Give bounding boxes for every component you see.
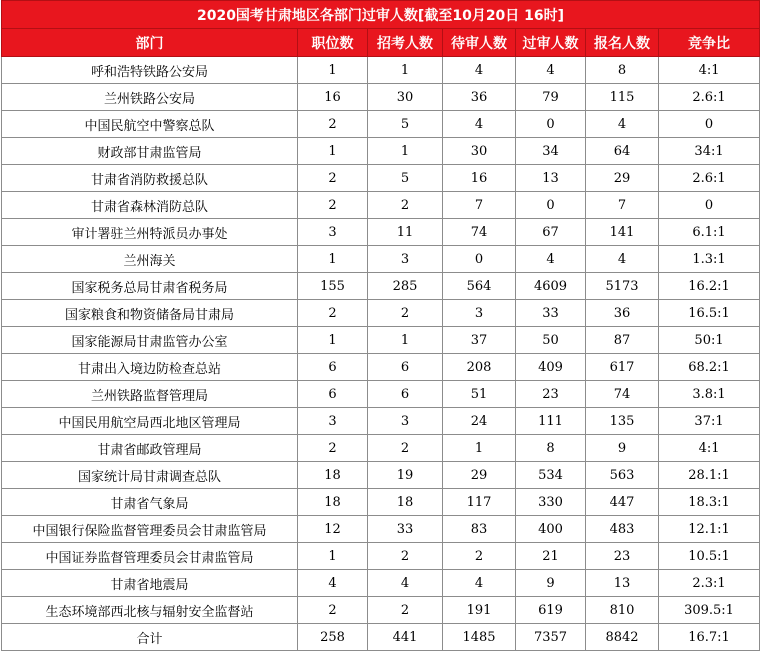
cell-pending: 30: [443, 138, 516, 165]
cell-department: 兰州海关: [2, 246, 298, 273]
cell-ratio: 0: [659, 192, 760, 219]
table-row: [2, 462, 760, 489]
cell-ratio: 12.1:1: [659, 516, 760, 543]
cell-pending: 37: [443, 327, 516, 354]
table-title: 2020国考甘肃地区各部门过审人数[截至10月20日 16时]: [2, 1, 760, 29]
cell-positions: 2: [298, 111, 368, 138]
cell-positions: 1: [298, 543, 368, 570]
cell-approved: 50: [516, 327, 586, 354]
cell-approved: 13: [516, 165, 586, 192]
cell-ratio: 28.1:1: [659, 462, 760, 489]
cell-pending: 4: [443, 570, 516, 597]
cell-department: 甘肃省邮政管理局: [2, 435, 298, 462]
cell-positions: 1: [298, 57, 368, 84]
cell-recruits: 33: [368, 516, 443, 543]
cell-positions: 258: [298, 624, 368, 651]
cell-department: 呼和浩特铁路公安局: [2, 57, 298, 84]
cell-recruits: 11: [368, 219, 443, 246]
cell-applicants: 4: [586, 246, 659, 273]
cell-department: 财政部甘肃监管局: [2, 138, 298, 165]
total-row: [2, 624, 760, 651]
cell-pending: 1485: [443, 624, 516, 651]
cell-positions: 1: [298, 138, 368, 165]
cell-applicants: 74: [586, 381, 659, 408]
cell-department: 审计署驻兰州特派员办事处: [2, 219, 298, 246]
cell-positions: 18: [298, 489, 368, 516]
cell-applicants: 8842: [586, 624, 659, 651]
table-row: [2, 327, 760, 354]
cell-pending: 29: [443, 462, 516, 489]
cell-applicants: 115: [586, 84, 659, 111]
column-header-department: 部门: [2, 29, 298, 57]
table-row: [2, 192, 760, 219]
cell-ratio: 10.5:1: [659, 543, 760, 570]
cell-ratio: 37:1: [659, 408, 760, 435]
cell-approved: 4: [516, 57, 586, 84]
cell-ratio: 2.6:1: [659, 165, 760, 192]
cell-approved: 34: [516, 138, 586, 165]
cell-department: 中国银行保险监督管理委员会甘肃监管局: [2, 516, 298, 543]
cell-pending: 208: [443, 354, 516, 381]
cell-positions: 4: [298, 570, 368, 597]
column-header-recruits: 招考人数: [368, 29, 443, 57]
cell-recruits: 2: [368, 435, 443, 462]
cell-applicants: 8: [586, 57, 659, 84]
cell-pending: 0: [443, 246, 516, 273]
cell-approved: 409: [516, 354, 586, 381]
cell-approved: 79: [516, 84, 586, 111]
cell-ratio: 3.8:1: [659, 381, 760, 408]
cell-positions: 18: [298, 462, 368, 489]
cell-ratio: 1.3:1: [659, 246, 760, 273]
cell-pending: 74: [443, 219, 516, 246]
cell-ratio: 2.6:1: [659, 84, 760, 111]
cell-department: 中国民用航空局西北地区管理局: [2, 408, 298, 435]
cell-ratio: 0: [659, 111, 760, 138]
cell-recruits: 3: [368, 246, 443, 273]
table-row: [2, 165, 760, 192]
cell-recruits: 441: [368, 624, 443, 651]
cell-ratio: 4:1: [659, 435, 760, 462]
applicants-table: [1, 0, 760, 651]
cell-recruits: 6: [368, 354, 443, 381]
cell-applicants: 483: [586, 516, 659, 543]
cell-recruits: 2: [368, 597, 443, 624]
table-row: [2, 381, 760, 408]
cell-pending: 191: [443, 597, 516, 624]
cell-positions: 3: [298, 219, 368, 246]
cell-applicants: 87: [586, 327, 659, 354]
cell-approved: 67: [516, 219, 586, 246]
cell-positions: 6: [298, 381, 368, 408]
cell-department: 国家粮食和物资储备局甘肃局: [2, 300, 298, 327]
table-row: [2, 111, 760, 138]
cell-department: 兰州铁路监督管理局: [2, 381, 298, 408]
cell-positions: 16: [298, 84, 368, 111]
title-row: [2, 1, 760, 29]
cell-recruits: 5: [368, 111, 443, 138]
cell-applicants: 23: [586, 543, 659, 570]
cell-pending: 4: [443, 111, 516, 138]
cell-ratio: 34:1: [659, 138, 760, 165]
cell-approved: 9: [516, 570, 586, 597]
cell-pending: 24: [443, 408, 516, 435]
cell-pending: 4: [443, 57, 516, 84]
cell-applicants: 563: [586, 462, 659, 489]
cell-department: 生态环境部西北核与辐射安全监督站: [2, 597, 298, 624]
cell-pending: 7: [443, 192, 516, 219]
cell-positions: 3: [298, 408, 368, 435]
cell-pending: 2: [443, 543, 516, 570]
cell-applicants: 810: [586, 597, 659, 624]
cell-approved: 4: [516, 246, 586, 273]
table-row: [2, 597, 760, 624]
cell-pending: 3: [443, 300, 516, 327]
cell-pending: 36: [443, 84, 516, 111]
table-body: [2, 57, 760, 651]
cell-pending: 83: [443, 516, 516, 543]
cell-ratio: 16.2:1: [659, 273, 760, 300]
cell-recruits: 18: [368, 489, 443, 516]
cell-pending: 564: [443, 273, 516, 300]
table-row: [2, 516, 760, 543]
cell-department: 甘肃省地震局: [2, 570, 298, 597]
cell-approved: 400: [516, 516, 586, 543]
cell-department: 中国民航空中警察总队: [2, 111, 298, 138]
cell-recruits: 1: [368, 138, 443, 165]
table-row: [2, 219, 760, 246]
table-row: [2, 84, 760, 111]
cell-recruits: 6: [368, 381, 443, 408]
cell-approved: 0: [516, 111, 586, 138]
cell-ratio: 18.3:1: [659, 489, 760, 516]
cell-ratio: 68.2:1: [659, 354, 760, 381]
cell-approved: 33: [516, 300, 586, 327]
cell-applicants: 617: [586, 354, 659, 381]
cell-applicants: 29: [586, 165, 659, 192]
cell-ratio: 16.7:1: [659, 624, 760, 651]
cell-positions: 2: [298, 597, 368, 624]
column-header-applicants: 报名人数: [586, 29, 659, 57]
cell-applicants: 135: [586, 408, 659, 435]
cell-applicants: 36: [586, 300, 659, 327]
cell-positions: 1: [298, 327, 368, 354]
table-row: [2, 543, 760, 570]
table-row: [2, 273, 760, 300]
cell-ratio: 2.3:1: [659, 570, 760, 597]
cell-positions: 2: [298, 192, 368, 219]
cell-pending: 51: [443, 381, 516, 408]
cell-approved: 4609: [516, 273, 586, 300]
cell-approved: 23: [516, 381, 586, 408]
cell-ratio: 16.5:1: [659, 300, 760, 327]
cell-department: 中国证券监督管理委员会甘肃监管局: [2, 543, 298, 570]
column-header-approved: 过审人数: [516, 29, 586, 57]
table-row: [2, 408, 760, 435]
cell-applicants: 141: [586, 219, 659, 246]
cell-approved: 21: [516, 543, 586, 570]
cell-pending: 1: [443, 435, 516, 462]
cell-positions: 1: [298, 246, 368, 273]
cell-recruits: 2: [368, 300, 443, 327]
table-row: [2, 138, 760, 165]
cell-positions: 6: [298, 354, 368, 381]
cell-department: 国家税务总局甘肃省税务局: [2, 273, 298, 300]
cell-approved: 534: [516, 462, 586, 489]
cell-recruits: 30: [368, 84, 443, 111]
cell-applicants: 4: [586, 111, 659, 138]
column-header-positions: 职位数: [298, 29, 368, 57]
cell-recruits: 3: [368, 408, 443, 435]
table-row: [2, 246, 760, 273]
cell-positions: 2: [298, 300, 368, 327]
table-row: [2, 354, 760, 381]
cell-applicants: 9: [586, 435, 659, 462]
cell-department: 甘肃省消防救援总队: [2, 165, 298, 192]
column-header-ratio: 竞争比: [659, 29, 760, 57]
cell-applicants: 7: [586, 192, 659, 219]
table-row: [2, 570, 760, 597]
cell-positions: 12: [298, 516, 368, 543]
cell-approved: 8: [516, 435, 586, 462]
cell-department: 国家统计局甘肃调查总队: [2, 462, 298, 489]
cell-recruits: 1: [368, 327, 443, 354]
cell-ratio: 4:1: [659, 57, 760, 84]
cell-approved: 7357: [516, 624, 586, 651]
cell-pending: 16: [443, 165, 516, 192]
table-row: [2, 489, 760, 516]
cell-positions: 2: [298, 165, 368, 192]
column-header-pending: 待审人数: [443, 29, 516, 57]
cell-recruits: 2: [368, 543, 443, 570]
cell-applicants: 13: [586, 570, 659, 597]
cell-department: 甘肃省气象局: [2, 489, 298, 516]
cell-ratio: 50:1: [659, 327, 760, 354]
cell-ratio: 6.1:1: [659, 219, 760, 246]
table-row: [2, 57, 760, 84]
cell-approved: 330: [516, 489, 586, 516]
cell-ratio: 309.5:1: [659, 597, 760, 624]
cell-department: 国家能源局甘肃监管办公室: [2, 327, 298, 354]
cell-recruits: 1: [368, 57, 443, 84]
cell-pending: 117: [443, 489, 516, 516]
cell-applicants: 447: [586, 489, 659, 516]
cell-positions: 155: [298, 273, 368, 300]
cell-positions: 2: [298, 435, 368, 462]
cell-approved: 111: [516, 408, 586, 435]
table-row: [2, 300, 760, 327]
cell-approved: 0: [516, 192, 586, 219]
cell-department: 甘肃省森林消防总队: [2, 192, 298, 219]
table-row: [2, 435, 760, 462]
cell-recruits: 19: [368, 462, 443, 489]
cell-recruits: 5: [368, 165, 443, 192]
cell-applicants: 64: [586, 138, 659, 165]
cell-recruits: 2: [368, 192, 443, 219]
cell-department: 兰州铁路公安局: [2, 84, 298, 111]
cell-recruits: 285: [368, 273, 443, 300]
cell-recruits: 4: [368, 570, 443, 597]
cell-approved: 619: [516, 597, 586, 624]
cell-department: 合计: [2, 624, 298, 651]
header-row: [2, 29, 760, 57]
cell-applicants: 5173: [586, 273, 659, 300]
cell-department: 甘肃出入境边防检查总站: [2, 354, 298, 381]
